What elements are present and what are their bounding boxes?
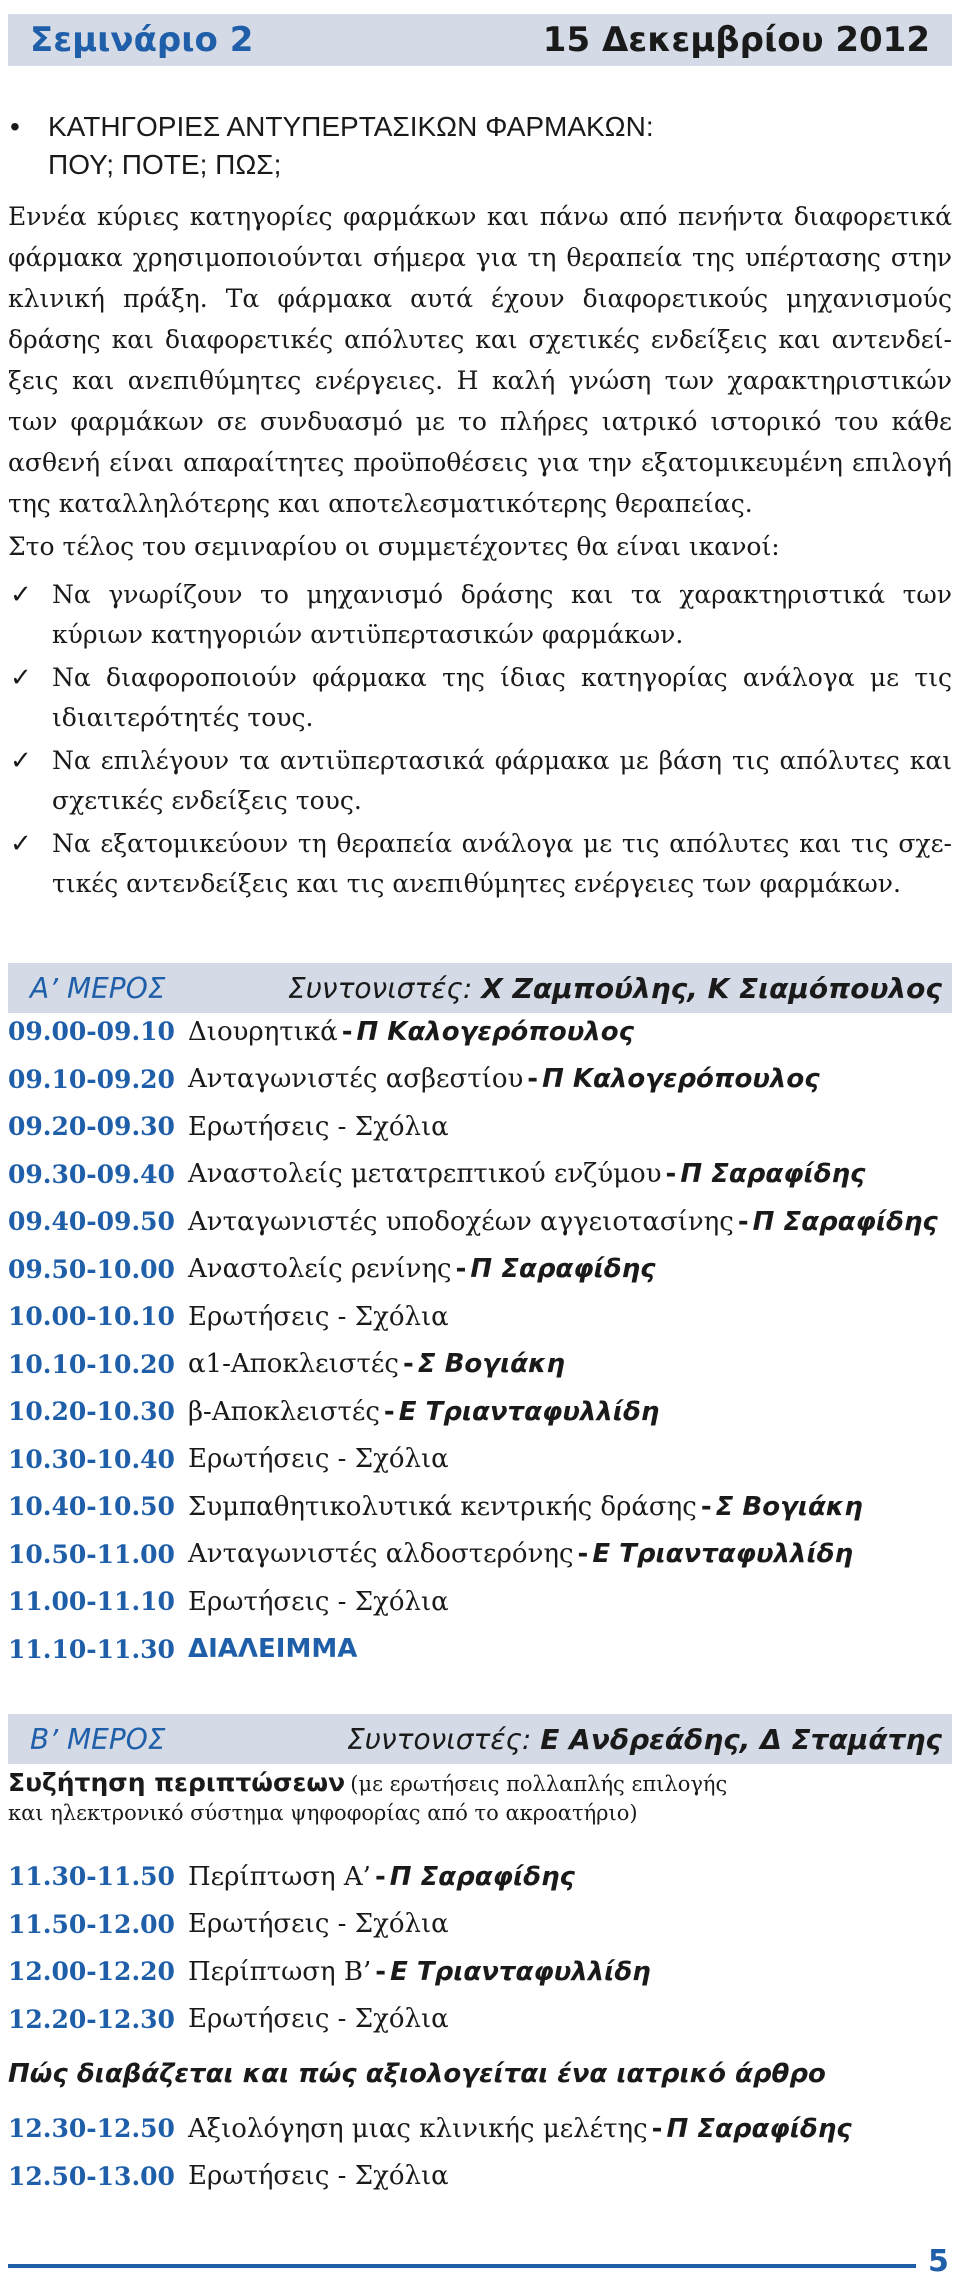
case-discussion-heading <box>8 1768 952 1825</box>
session-time: 11.00-11.10 <box>8 1587 175 1617</box>
session-speaker: Π Σαραφίδης <box>470 1254 656 1285</box>
part-b-header <box>8 1714 952 1764</box>
schedule-row <box>8 1151 952 1199</box>
session-time: 10.10-10.20 <box>8 1349 175 1379</box>
session-speaker: Π Σαραφίδης <box>680 1159 866 1190</box>
intro-paragraph: Εννέα κύριες κατηγορίες φαρμάκων και πάνω από πενήντα διαφορετικά φάρμακα χρησιμοποιούνται σήμερα για τη θεραπεία της υπέρτασης στην κλινική πράξη. Τα φάρμακα αυτά έχουν διαφορετικούς μηχανισμούς δράσης και διαφορετικές απόλυτες και σχετικές ενδείξεις και αντενδείξεις και ανεπιθύμητες ενέργειες. Η καλή γνώση των χαρακτηριστικών των φαρμάκων σε συνδυασμό με το πλήρες ιατρικό ιστορικό του κάθε ασθενή είναι απαραίτητες προϋποθέσεις για την εξατομικευμένη επιλογή της καταλληλότερης και αποτελεσματικότερης θεραπείας. <box>8 202 952 518</box>
check-icon: ✓ <box>10 580 32 610</box>
outcome-item <box>8 741 952 821</box>
seminar-date: 15 Δεκεμβρίου 2012 <box>542 20 930 60</box>
break-row <box>8 1626 952 1674</box>
topic-heading <box>10 108 910 184</box>
session-topic: Αναστολείς ρενίνης <box>188 1254 452 1285</box>
schedule-row <box>8 1103 952 1151</box>
case-note-continued: και ηλεκτρονικό σύστημα ψηφοφορίας από το ακροατήριο) <box>8 1801 638 1825</box>
session-speaker: Π Σαραφίδης <box>389 1861 575 1892</box>
check-icon: ✓ <box>10 663 32 693</box>
schedule-row <box>8 1293 952 1341</box>
separator: - <box>665 1159 677 1190</box>
schedule-row <box>8 2153 952 2201</box>
seminar-title: Σεμινάριο 2 <box>30 20 254 60</box>
separator: - <box>577 1539 589 1570</box>
session-speaker: Ε Τριανταφυλλίδη <box>390 1956 651 1987</box>
footer-rule <box>8 2264 916 2268</box>
session-speaker: Σ Βογιάκη <box>715 1491 863 1522</box>
schedule-row <box>8 1531 952 1579</box>
separator: - <box>383 1396 395 1427</box>
separator: - <box>375 1956 387 1987</box>
outcome-text: Να διαφοροποιούν φάρμακα της ίδιας κατηγορίας ανάλογα με τις ιδιαιτερότητές τους. <box>52 663 952 732</box>
outcomes-lead: Στο τέλος του σεμιναρίου οι συμμετέχοντες θα είναι ικανοί: <box>8 532 780 561</box>
separator: - <box>527 1064 539 1095</box>
page-number: 5 <box>928 2244 949 2279</box>
session-topic: Ανταγωνιστές ασβεστίου <box>188 1064 524 1095</box>
coordinators-names: Χ Ζαμπούλης, Κ Σιαμόπουλος <box>481 971 942 1005</box>
session-topic: α1-Αποκλειστές <box>188 1349 399 1380</box>
outcome-item <box>8 575 952 655</box>
session-time: 12.00-12.20 <box>8 1957 175 1987</box>
title-bar <box>8 14 952 66</box>
learning-outcomes <box>8 575 952 907</box>
session-topic: Ανταγωνιστές αλδοστερόνης <box>188 1539 574 1570</box>
session-topic: Ανταγωνιστές υποδοχέων αγγειοτασίνης <box>188 1206 734 1237</box>
session-topic: Ερωτήσεις - Σχόλια <box>188 1909 449 1940</box>
coordinators-label: Συντονιστές: <box>347 1722 532 1756</box>
schedule-row <box>8 1056 952 1104</box>
schedule-row <box>8 1853 952 1901</box>
session-topic: Αναστολείς μετατρεπτικού ενζύμου <box>188 1159 662 1190</box>
check-icon: ✓ <box>10 829 32 859</box>
session-speaker: Ε Τριανταφυλλίδη <box>592 1539 853 1570</box>
schedule-row <box>8 1341 952 1389</box>
outcome-text: Να εξατομικεύουν τη θεραπεία ανάλογα με τις απόλυτες και τις σχετικές αντενδείξεις και τις ανεπιθύμητες ενέργειες των φαρμάκων. <box>52 829 952 898</box>
session-time: 10.20-10.30 <box>8 1397 175 1427</box>
session-time: 09.40-09.50 <box>8 1207 175 1237</box>
schedule-row <box>8 1388 952 1436</box>
session-speaker: Π Καλογερόπουλος <box>542 1064 820 1095</box>
separator: - <box>737 1206 749 1237</box>
outcome-item <box>8 824 952 904</box>
case-note: (με ερωτήσεις πολλαπλής επιλογής <box>350 1772 728 1796</box>
session-topic: Περίπτωση Β’ <box>188 1956 372 1987</box>
session-topic: Ερωτήσεις - Σχόλια <box>188 1444 449 1475</box>
part-a-header <box>8 963 952 1013</box>
check-icon: ✓ <box>10 746 32 776</box>
schedule-row <box>8 1483 952 1531</box>
separator: - <box>455 1254 467 1285</box>
break-label: ΔΙΑΛΕΙΜΜΑ <box>188 1634 358 1665</box>
part-b-article-schedule <box>8 2105 952 2200</box>
session-speaker: Π Σαραφίδης <box>752 1206 938 1237</box>
case-title: Συζήτηση περιπτώσεων <box>8 1768 346 1797</box>
part-b-title: Β’ ΜΕΡΟΣ <box>30 1722 166 1756</box>
session-time: 09.20-09.30 <box>8 1112 175 1142</box>
session-time: 10.50-11.00 <box>8 1539 175 1569</box>
break-time: 11.10-11.30 <box>8 1634 175 1664</box>
schedule-row <box>8 1008 952 1056</box>
session-topic: Ερωτήσεις - Σχόλια <box>188 1111 449 1142</box>
schedule-row <box>8 1996 952 2044</box>
session-speaker: Ε Τριανταφυλλίδη <box>398 1396 660 1427</box>
outcome-item <box>8 658 952 738</box>
session-speaker: Π Σαραφίδης <box>666 2113 852 2144</box>
session-topic: Ερωτήσεις - Σχόλια <box>188 1586 449 1617</box>
article-heading: Πώς διαβάζεται και πώς αξιολογείται ένα ιατρικό άρθρο <box>8 2059 826 2089</box>
topic-heading-line-1: ΚΑΤΗΓΟΡΙΕΣ ΑΝΤΥΠΕΡΤΑΣΙΚΩΝ ΦΑΡΜΑΚΩΝ: <box>48 111 654 142</box>
separator: - <box>651 2113 663 2144</box>
topic-heading-line-2: ΠΟΥ; ΠΟΤΕ; ΠΩΣ; <box>48 149 282 180</box>
session-time: 11.30-11.50 <box>8 1862 175 1892</box>
separator: - <box>341 1016 353 1047</box>
session-speaker: Π Καλογερόπουλος <box>356 1016 634 1047</box>
session-time: 10.40-10.50 <box>8 1492 175 1522</box>
schedule-row <box>8 1198 952 1246</box>
schedule-row <box>8 1578 952 1626</box>
session-speaker: Σ Βογιάκη <box>417 1349 565 1380</box>
session-time: 10.00-10.10 <box>8 1302 175 1332</box>
schedule-row <box>8 1436 952 1484</box>
session-topic: Διουρητικά <box>188 1016 338 1047</box>
session-topic: Ερωτήσεις - Σχόλια <box>188 2004 449 2035</box>
session-time: 09.00-09.10 <box>8 1017 175 1047</box>
schedule-row <box>8 1901 952 1949</box>
session-topic: Περίπτωση Α’ <box>188 1861 371 1892</box>
bullet-icon: • <box>10 111 20 142</box>
session-time: 12.20-12.30 <box>8 2004 175 2034</box>
session-time: 09.30-09.40 <box>8 1159 175 1189</box>
schedule-row <box>8 1948 952 1996</box>
session-topic: Ερωτήσεις - Σχόλια <box>188 1301 449 1332</box>
part-b-case-schedule <box>8 1853 952 2043</box>
session-topic: Συμπαθητικολυτικά κεντρικής δράσης <box>188 1491 697 1522</box>
part-b-coordinators <box>347 1723 942 1756</box>
session-time: 11.50-12.00 <box>8 1909 175 1939</box>
session-time: 10.30-10.40 <box>8 1444 175 1474</box>
session-time: 12.50-13.00 <box>8 2161 175 2191</box>
separator: - <box>402 1349 414 1380</box>
session-time: 12.30-12.50 <box>8 2114 175 2144</box>
part-a-coordinators <box>288 972 942 1005</box>
session-topic: β-Αποκλειστές <box>188 1396 380 1427</box>
session-topic: Ερωτήσεις - Σχόλια <box>188 2161 449 2192</box>
session-time: 09.10-09.20 <box>8 1064 175 1094</box>
schedule-row <box>8 2105 952 2153</box>
separator: - <box>374 1861 386 1892</box>
outcome-text: Να γνωρίζουν το μηχανισμό δράσης και τα χαρακτηριστικά των κύριων κατηγοριών αντιϋπερτασικών φαρμάκων. <box>52 580 952 649</box>
separator: - <box>700 1491 712 1522</box>
part-a-title: Α’ ΜΕΡΟΣ <box>30 971 166 1005</box>
coordinators-names: Ε Ανδρεάδης, Δ Σταμάτης <box>540 1722 942 1756</box>
outcome-text: Να επιλέγουν τα αντιϋπερτασικά φάρμακα με βάση τις απόλυτες και σχετικές ενδείξεις τους. <box>52 746 952 815</box>
schedule-row <box>8 1246 952 1294</box>
coordinators-label: Συντονιστές: <box>288 971 473 1005</box>
session-time: 09.50-10.00 <box>8 1254 175 1284</box>
part-a-schedule <box>8 1008 952 1673</box>
session-topic: Αξιολόγηση μιας κλινικής μελέτης <box>188 2113 648 2144</box>
